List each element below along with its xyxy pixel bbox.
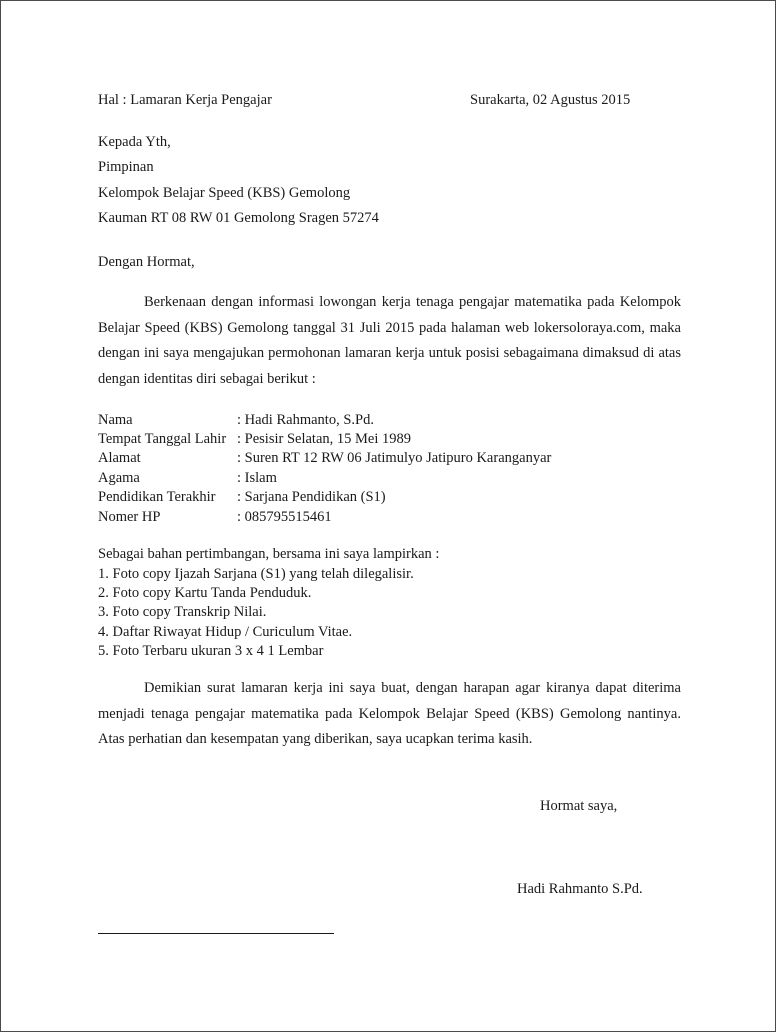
attachment-item: 4. Daftar Riwayat Hidup / Curiculum Vitae. xyxy=(98,624,353,640)
identity-label: Nomer HP xyxy=(98,509,161,525)
identity-label: Nama xyxy=(98,412,133,428)
signer-name: Hadi Rahmanto S.Pd. xyxy=(517,881,643,897)
identity-value: : Islam xyxy=(237,470,277,486)
identity-value: : Hadi Rahmanto, S.Pd. xyxy=(237,412,374,428)
identity-value: : Suren RT 12 RW 06 Jatimulyo Jatipuro Karanganyar xyxy=(237,450,552,466)
identity-label: Alamat xyxy=(98,450,141,466)
attachment-item: 2. Foto copy Kartu Tanda Penduduk. xyxy=(98,585,312,601)
closing-salutation: Hormat saya, xyxy=(540,798,618,814)
identity-label: Agama xyxy=(98,470,140,486)
signature-line xyxy=(98,933,334,934)
identity-value: : Pesisir Selatan, 15 Mei 1989 xyxy=(237,431,411,447)
closing-paragraph: Demikian surat lamaran kerja ini saya buat, dengan harapan agar kiranya dapat diterima menjadi tenaga pengajar matematika pada Kelompok Belajar Speed (KBS) Gemolong nantinya. Atas perhatian dan kesempatan yang diberikan, saya ucapkan terima kasih. xyxy=(98,680,681,747)
recipient-line: Kelompok Belajar Speed (KBS) Gemolong xyxy=(98,185,351,201)
identity-label: Tempat Tanggal Lahir xyxy=(98,431,227,447)
letter-subject: Hal : Lamaran Kerja Pengajar xyxy=(98,92,272,108)
attachment-item: 5. Foto Terbaru ukuran 3 x 4 1 Lembar xyxy=(98,643,324,659)
identity-value: : 085795515461 xyxy=(237,509,332,525)
attachment-item: 1. Foto copy Ijazah Sarjana (S1) yang telah dilegalisir. xyxy=(98,566,414,582)
recipient-line: Kepada Yth, xyxy=(98,134,171,150)
greeting: Dengan Hormat, xyxy=(98,254,195,270)
attachments-intro: Sebagai bahan pertimbangan, bersama ini saya lampirkan : xyxy=(98,546,440,562)
place-date: Surakarta, 02 Agustus 2015 xyxy=(470,92,631,108)
identity-label: Pendidikan Terakhir xyxy=(98,489,216,505)
recipient-line: Kauman RT 08 RW 01 Gemolong Sragen 57274 xyxy=(98,210,379,226)
attachment-item: 3. Foto copy Transkrip Nilai. xyxy=(98,604,267,620)
recipient-line: Pimpinan xyxy=(98,159,154,175)
identity-value: : Sarjana Pendidikan (S1) xyxy=(237,489,386,505)
opening-paragraph: Berkenaan dengan informasi lowongan kerja tenaga pengajar matematika pada Kelompok Belajar Speed (KBS) Gemolong tanggal 31 Juli 2015 pada halaman web lokersoloraya.com, maka dengan ini saya mengajukan permohonan lamaran kerja untuk posisi sebagaimana dimaksud di atas dengan identitas diri sebagai berikut : xyxy=(98,294,681,387)
